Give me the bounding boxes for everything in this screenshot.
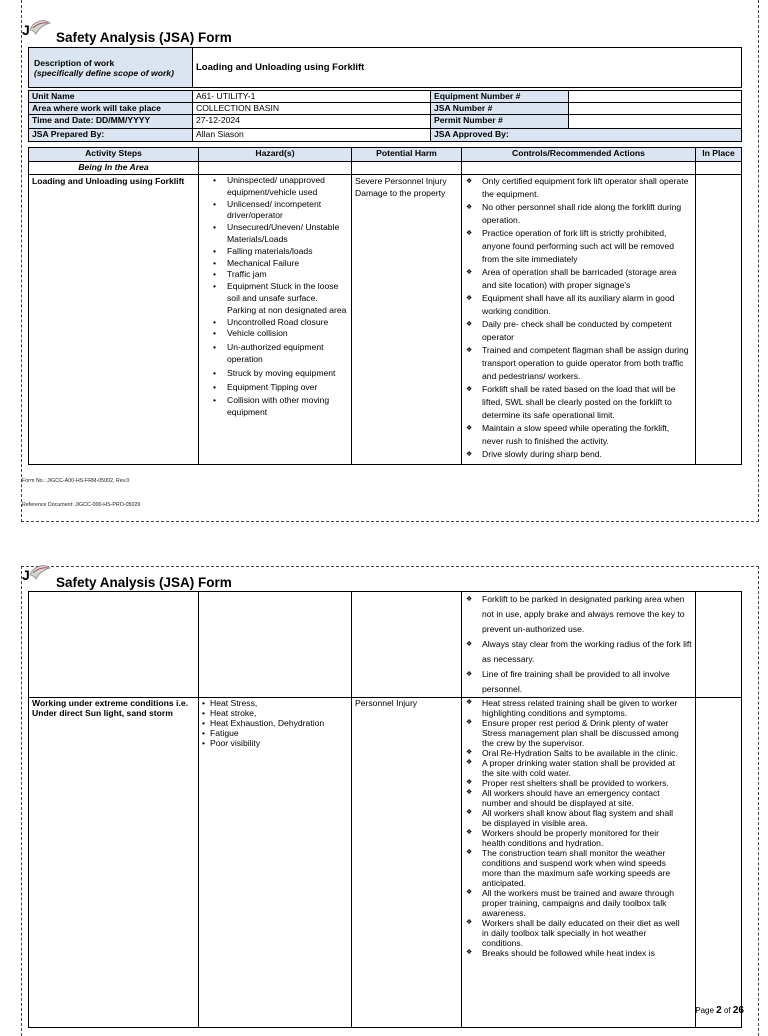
form-number: Form No.: JIGCC-A00-HS-FRM-05002, Rev.0 xyxy=(22,478,130,484)
controls-cell xyxy=(462,698,696,1028)
column-header-hazards: Hazard(s) xyxy=(199,148,352,162)
permit-number-value xyxy=(569,115,742,129)
jsa-logo xyxy=(22,567,30,583)
form-title: Safety Analysis (JSA) Form xyxy=(56,575,232,590)
list-item: ❖ Forklift to be parked in designated parking area when not in use, apply brake and always remove the key to prevent un-authorized use. xyxy=(465,592,692,637)
hazards-cell xyxy=(199,175,352,465)
list-item: • Uncontrolled Road closure xyxy=(209,317,348,329)
document-page-2 xyxy=(21,566,759,1036)
hazards-list xyxy=(209,175,348,419)
form-header xyxy=(22,567,422,589)
controls-list xyxy=(465,698,681,958)
list-item: ❖ Always stay clear from the working radius of the fork lift as necessary. xyxy=(465,637,692,667)
page-label: Page xyxy=(695,1006,714,1015)
area-label: Area where work will take place xyxy=(29,103,193,115)
column-header-activity: Activity Steps xyxy=(29,148,199,162)
hazards-cell xyxy=(199,698,352,1028)
list-item: ❖ All workers should have an emergency contact number and should be displayed at site. xyxy=(465,788,681,808)
harm-item: Severe Personnel Injury xyxy=(355,176,447,186)
approved-by-label: JSA Approved By: xyxy=(431,129,742,142)
equipment-number-label: Equipment Number # xyxy=(431,91,569,103)
reference-document: Reference Document: JIGCC-000-HS-PRO-05029 xyxy=(22,502,141,508)
list-item: ❖ Equipment shall have all its auxiliary alarm in good working condition. xyxy=(465,292,692,318)
jsa-logo-icon xyxy=(27,561,53,585)
page-current: 2 xyxy=(716,1005,722,1016)
list-item: • Collision with other moving equipment xyxy=(209,395,348,419)
jsa-logo-icon xyxy=(27,16,53,40)
list-item: ❖ Breaks should be followed while heat index is xyxy=(465,948,681,958)
list-item: • Unsecured/Uneven/ Unstable Materials/Loads xyxy=(209,222,348,246)
list-item: ❖ Maintain a slow speed while operating the forklift, never rush to finished the activity. xyxy=(465,422,692,448)
list-item: ❖ Proper rest shelters shall be provided to workers. xyxy=(465,778,681,788)
column-header-harm: Potential Harm xyxy=(352,148,462,162)
harm-cell xyxy=(352,698,462,1028)
list-item: ❖ All the workers must be trained and aware through proper training, campaigns and daily toolbox talk awareness. xyxy=(465,888,681,918)
list-item: • Unlicensed/ incompetent driver/operator xyxy=(209,199,348,223)
in-place-cell xyxy=(696,698,742,1028)
list-item: • Vehicle collision xyxy=(209,328,348,340)
harm-cell xyxy=(352,175,462,465)
activity-text: Working under extreme conditions i.e. Under direct Sun light, sand storm xyxy=(32,698,188,718)
jsa-activity-table xyxy=(28,147,742,465)
permit-number-label: Permit Number # xyxy=(431,115,569,129)
list-item: ❖ Forklift shall be rated based on the load that will be lifted, SWL shall be clearly posted on the forklift to determine its safe operational limit. xyxy=(465,383,692,422)
page-total: 26 xyxy=(732,1005,744,1016)
harm-item: Damage to the property xyxy=(355,188,446,198)
list-item: • Heat stroke, xyxy=(202,708,348,718)
list-item: ❖ Daily pre- check shall be conducted by competent operator xyxy=(465,318,692,344)
prepared-by-label: JSA Prepared By: xyxy=(29,129,193,142)
unit-name-value: A61- UTILITY-1 xyxy=(193,91,431,103)
list-item: • Heat Exhaustion, Dehydration xyxy=(202,718,348,728)
jsa-info-table xyxy=(28,47,742,88)
list-item: • Poor visibility xyxy=(202,738,348,748)
harm-item: Personnel Injury xyxy=(355,698,418,708)
hazards-list xyxy=(202,698,348,748)
jsa-activity-table-continued xyxy=(28,591,742,1028)
list-item: • Traffic jam xyxy=(209,269,348,281)
list-item: ❖ Trained and competent flagman shall be assign during transport operation to guide operator from both traffic and pedestrians/ workers. xyxy=(465,344,692,383)
continued-controls-list xyxy=(465,592,692,697)
list-item: ❖ Heat stress related training shall be given to worker highlighting conditions and symptoms. xyxy=(465,698,681,718)
form-title: Safety Analysis (JSA) Form xyxy=(56,30,232,45)
list-item: ❖ Oral Re-Hydration Salts to be available in the clinic. xyxy=(465,748,681,758)
equipment-number-value xyxy=(569,91,742,103)
logo-prefix: J xyxy=(22,567,30,583)
activity-text: Loading and Unloading using Forklift xyxy=(32,176,185,186)
activity-step xyxy=(29,698,199,1028)
list-item: • Equipment Tipping over xyxy=(209,382,348,394)
list-item: ❖ Ensure proper rest period & Drink plenty of water Stress management plan shall be discussed among the crew by the supervisor. xyxy=(465,718,681,748)
logo-prefix: J xyxy=(22,22,30,38)
list-item: • Uninspected/ unapproved equipment/vehicle used xyxy=(209,175,348,199)
area-value: COLLECTION BASIN xyxy=(193,103,431,115)
list-item: ❖ Only certified equipment fork lift operator shall operate the equipment. xyxy=(465,175,692,201)
description-sublabel: (specifically define scope of work) xyxy=(34,67,174,78)
description-value: Loading and Unloading using Forklift xyxy=(193,48,742,88)
list-item: • Mechanical Failure xyxy=(209,258,348,270)
list-item: ❖ Line of fire training shall be provided to all involve personnel. xyxy=(465,667,692,697)
list-item: ❖ Practice operation of fork lift is strictly prohibited, anyone found performing such act will be removed from the site immediately xyxy=(465,227,692,266)
prepared-by-value: Allan Siason xyxy=(193,129,431,142)
list-item: • Falling materials/loads xyxy=(209,246,348,258)
list-item: ❖ No other personnel shall ride along the forklift during operation. xyxy=(465,201,692,227)
activity-step xyxy=(29,175,199,465)
list-item: • Heat Stress, xyxy=(202,698,348,708)
list-item: ❖ Area of operation shall be barricaded (storage area and site location) with proper signage's xyxy=(465,266,692,292)
list-item: • Struck by moving equipment xyxy=(209,368,348,380)
list-item: ❖ All workers shall know about flag system and shall be displayed in visible area. xyxy=(465,808,681,828)
jsa-number-value xyxy=(569,103,742,115)
controls-list xyxy=(465,175,692,461)
column-header-in-place: In Place xyxy=(696,148,742,162)
list-item: ❖ A proper drinking water station shall be provided at the site with cold water. xyxy=(465,758,681,778)
list-item: • Un-authorized equipment operation xyxy=(209,342,348,366)
page-number xyxy=(695,1005,744,1016)
section-label: Being In the Area xyxy=(29,162,199,175)
list-item: • Fatigue xyxy=(202,728,348,738)
jsa-number-label: JSA Number # xyxy=(431,103,569,115)
document-page-1 xyxy=(21,0,759,522)
list-item: • Equipment Stuck in the loose soil and unsafe surface. Parking at non designated area xyxy=(209,281,348,316)
controls-cell xyxy=(462,175,696,465)
list-item: ❖ Workers shall be daily educated on their diet as well in daily toolbox talk specially in hot weather conditions. xyxy=(465,918,681,948)
description-label: Description of work xyxy=(34,57,115,68)
page-of: of xyxy=(723,1006,731,1015)
time-date-value: 27-12-2024 xyxy=(193,115,431,129)
list-item: ❖ The construction team shall monitor the weather conditions and suspend work when wind speeds more than the maximum safe working speeds are anticipated. xyxy=(465,848,681,888)
form-header xyxy=(22,22,422,44)
list-item: ❖ Drive slowly during sharp bend. xyxy=(465,448,692,461)
jsa-details-table xyxy=(28,90,742,142)
unit-name-label: Unit Name xyxy=(29,91,193,103)
list-item: ❖ Workers should be properly monitored for their health conditions and hydration. xyxy=(465,828,681,848)
in-place-cell xyxy=(696,175,742,465)
time-date-label: Time and Date: DD/MM/YYYY xyxy=(29,115,193,129)
jsa-logo xyxy=(22,22,30,38)
continued-controls-cell xyxy=(462,592,696,698)
column-header-controls: Controls/Recommended Actions xyxy=(462,148,696,162)
